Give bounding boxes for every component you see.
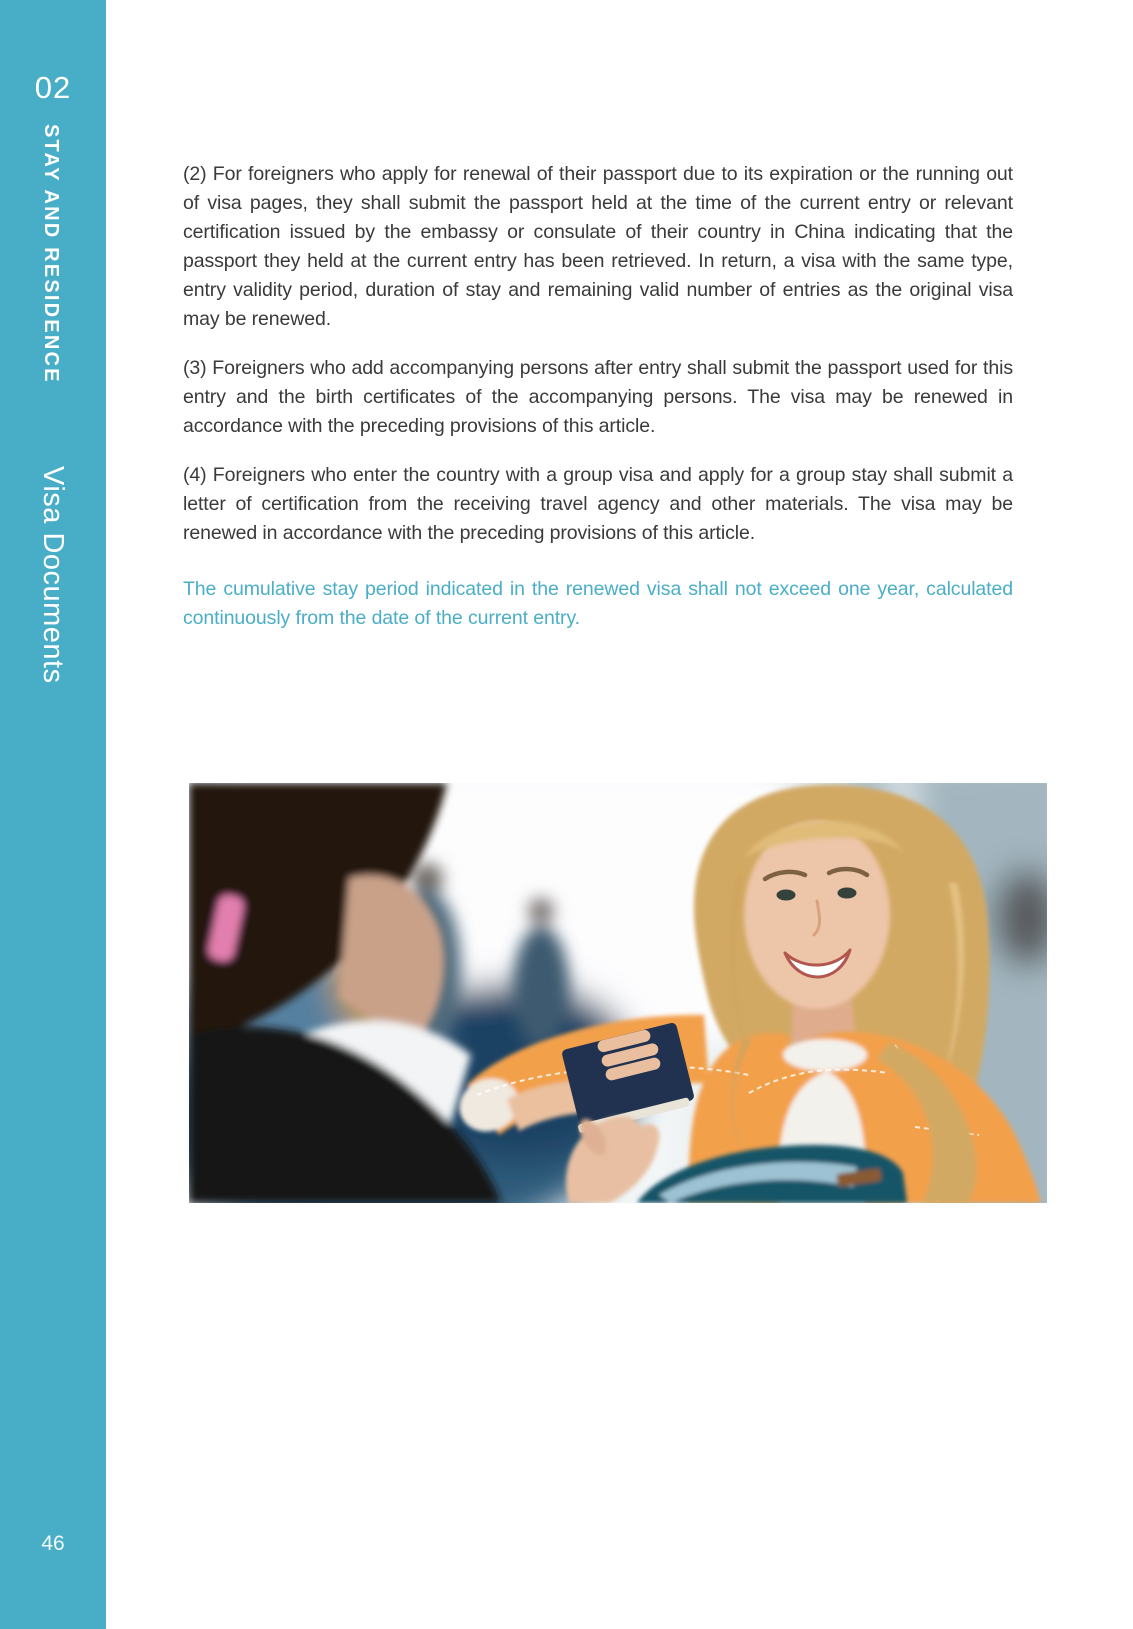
chapter-number: 02	[34, 70, 72, 105]
photo-passport-handover	[189, 783, 1047, 1203]
paragraph-renewal-passport: (2) For foreigners who apply for renewal of their passport due to its expiration or the running out of visa pages, they shall submit the passport held at the time of the current entry or relevant certification issued by the embassy or consulate of their country in China indicating that the passport they held at the current entry has been retrieved. In return, a visa with the same type, entry validity period, duration of stay and remaining valid number of entries as the original visa may be renewed.	[183, 163, 1013, 330]
section-title: Visa Documents	[37, 466, 69, 684]
highlight-paragraph: The cumulative stay period indicated in the renewed visa shall not exceed one year, calculated continuously from the date of the current entry.	[183, 578, 1013, 629]
page-number: 46	[41, 1532, 65, 1555]
chapter-title: STAY AND RESIDENCE	[40, 124, 62, 384]
paragraph-accompanying-persons: (3) Foreigners who add accompanying persons after entry shall submit the passport used for this entry and the birth certificates of the accompanying persons. The visa may be renewed in accordance with the preceding provisions of this article.	[183, 357, 1013, 437]
photo-illustration	[189, 783, 1047, 1203]
chapter-sidebar	[0, 0, 106, 1629]
main-content	[183, 0, 1013, 633]
paragraph-group-visa: (4) Foreigners who enter the country with a group visa and apply for a group stay shall submit a letter of certification from the receiving travel agency and other materials. The visa may be renewed in accordance with the preceding provisions of this article.	[183, 464, 1013, 544]
